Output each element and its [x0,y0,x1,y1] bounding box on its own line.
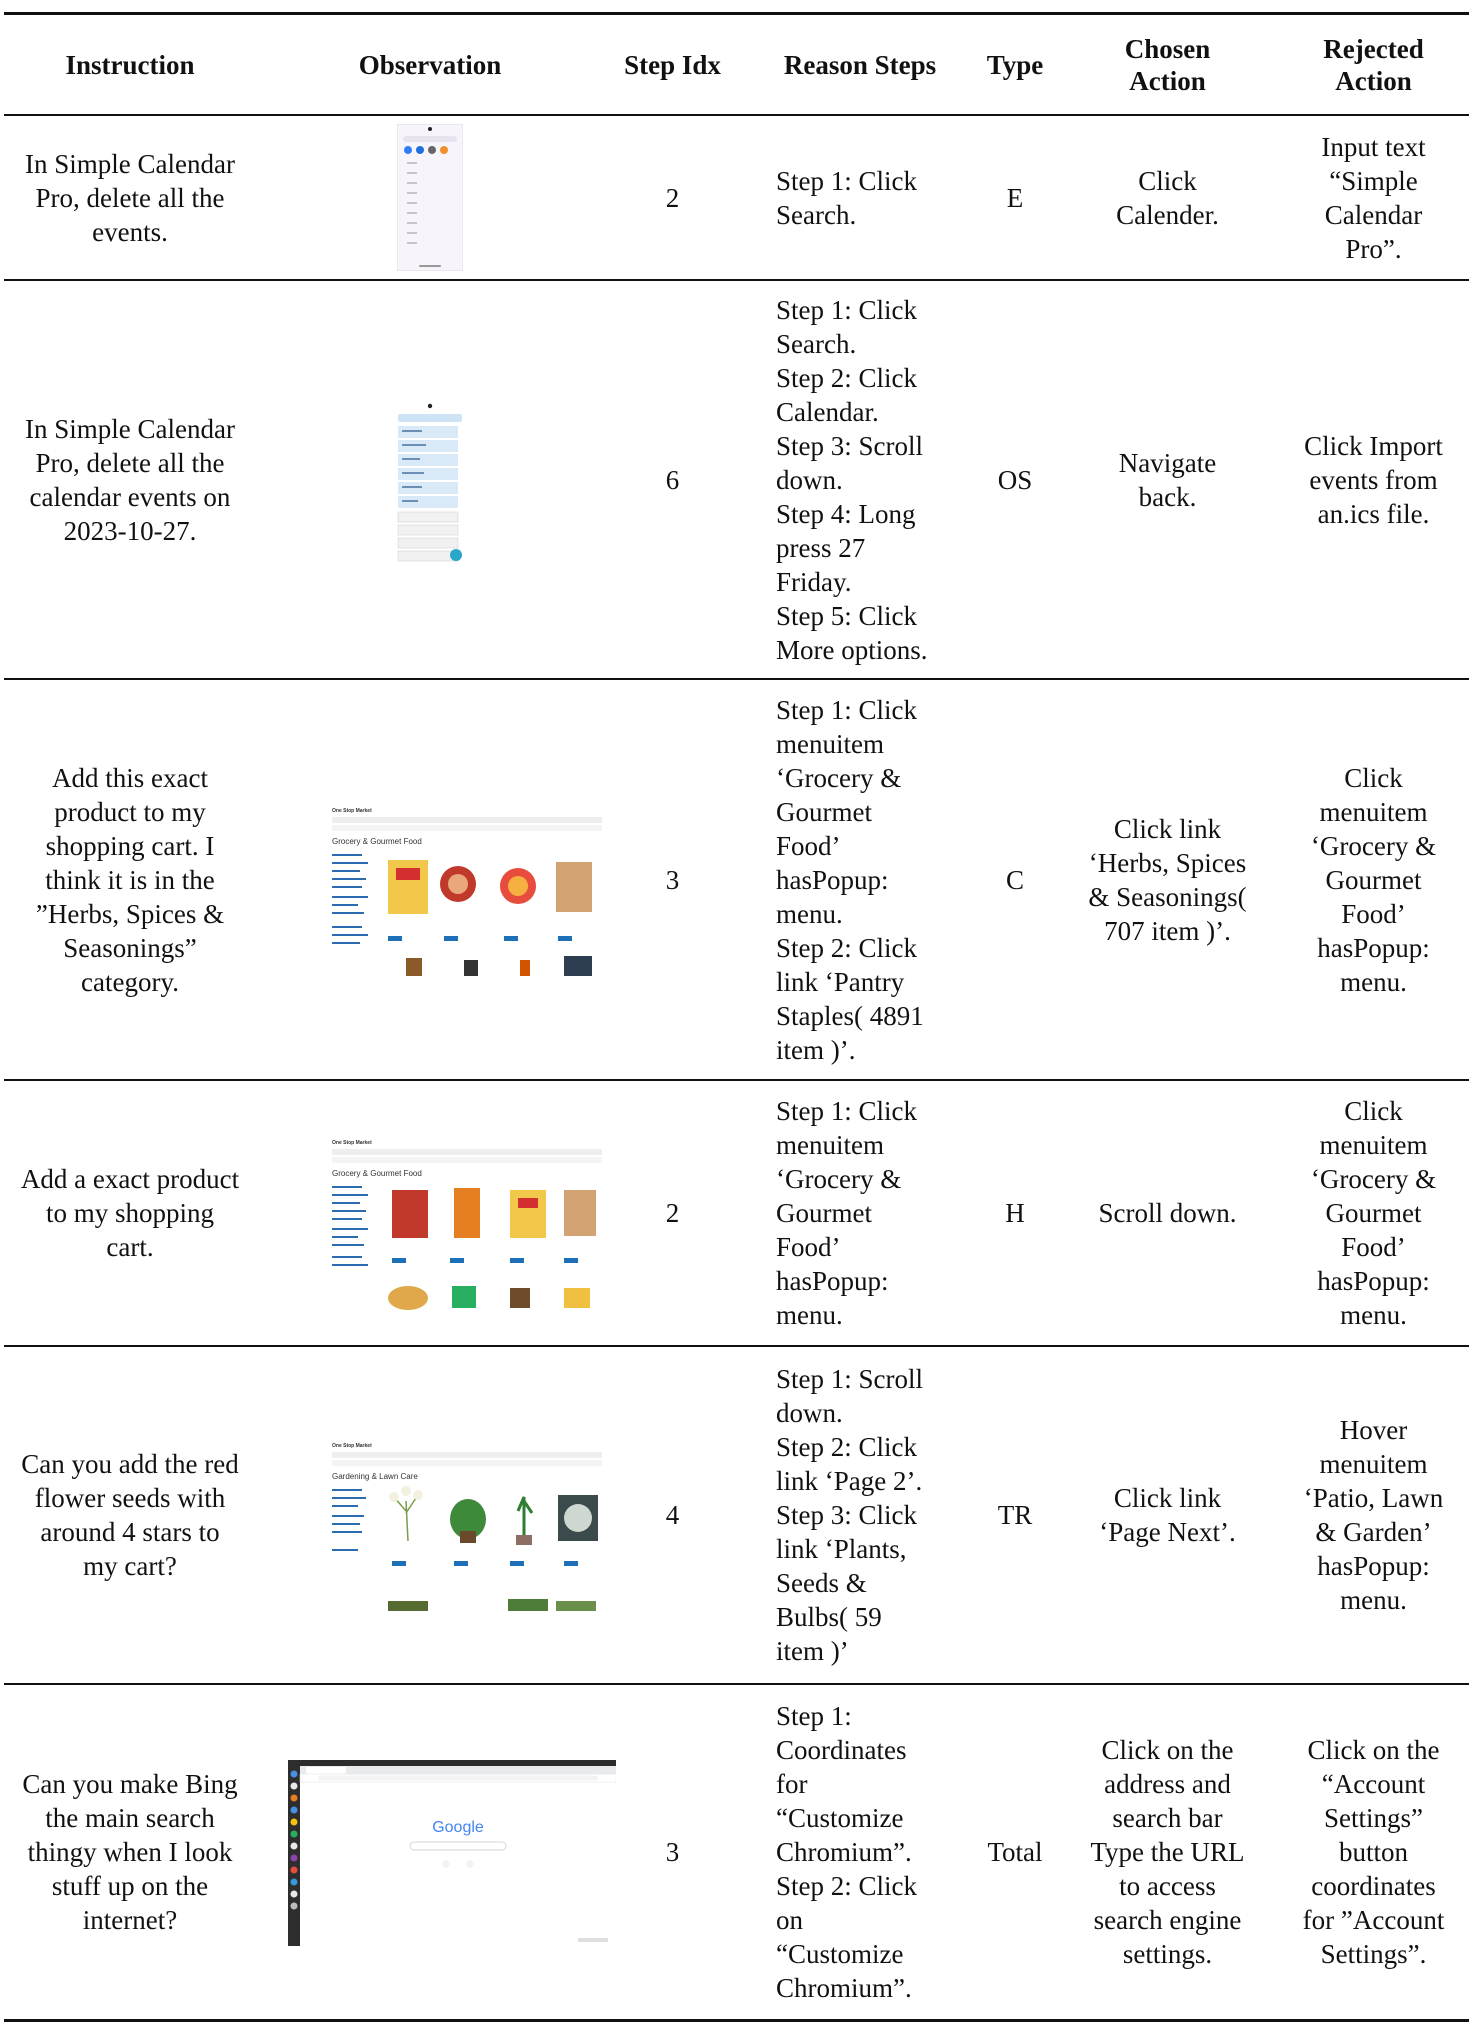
row6-observation-thumbnail [288,1760,616,1946]
row1-chosen-action: Click Calender. [1116,165,1219,230]
row3-instruction: Add this exact product to my shopping cart. I think it is in the ”Herbs, Spices & Seasonings” category. [35,762,225,997]
row4-step-idx: 2 [665,1198,680,1228]
thumb-brand: One Stop Market [332,808,372,814]
shop-grocery-page-image [288,1128,616,1314]
row5-instruction: Can you add the red flower seeds with around 4 stars to my cart? [21,1449,239,1581]
row2-chosen-action: Navigate back. [1118,447,1217,512]
row2-instruction: In Simple Calendar Pro, delete all the calendar events on 2023-10-27. [25,413,235,546]
header-instruction: Instruction [65,49,195,80]
row2-step-idx: 6 [665,464,680,495]
row3-rejected-action: Click menuitem ‘Grocery & Gourmet Food’ hasPopup: menu. [1310,762,1437,997]
phone-home-screen-image [397,124,463,271]
thumb-category-title: Gardening & Lawn Care [332,1472,418,1481]
table-bottom-rule [4,2019,1469,2022]
thumb-google-logo: Google [432,1819,484,1836]
shop-grocery-page-image [288,796,616,982]
row4-observation-thumbnail [288,1128,616,1314]
header-step-idx: Step Idx [624,49,721,80]
row1-type: E [1006,182,1024,213]
row1-instruction: In Simple Calendar Pro, delete all the events. [25,148,235,247]
row6-step-idx: 3 [665,1837,680,1867]
row1-rejected-action: Input text “Simple Calendar Pro”. [1321,131,1426,264]
row4-instruction: Add a exact product to my shopping cart. [20,1164,240,1262]
row6-type: Total [987,1837,1043,1867]
row2-rejected-action: Click Import events from an.ics file. [1304,430,1443,529]
row2-observation-thumbnail [394,402,466,567]
row3-chosen-action: Click link ‘Herbs, Spices & Seasonings( 707 item )’. [1088,813,1247,946]
row1-observation-thumbnail [397,124,463,271]
desktop-browser-google-image [288,1760,616,1946]
row5-type: TR [997,1500,1033,1530]
phone-calendar-list-image [394,402,466,567]
row5-reason-steps: Step 1: Scroll down. Step 2: Click link ‘Page 2’. Step 3: Click link ‘Plants, Seeds & Bulbs( 59 item )’ [776,1364,923,1666]
header-observation: Observation [358,49,502,80]
header-rejected-action: Rejected Action [1323,33,1424,96]
row3-observation-thumbnail [288,796,616,982]
row2-reason-steps: Step 1: Click Search. Step 2: Click Calendar. Step 3: Scroll down. Step 4: Long press 27 Friday. Step 5: Click More options. [776,294,928,665]
row1-reason-steps: Step 1: Click Search. [776,165,917,230]
row4-reason-steps: Step 1: Click menuitem ‘Grocery & Gourmet Food’ hasPopup: menu. [776,1096,917,1330]
thumb-brand: One Stop Market [332,1140,372,1146]
header-chosen-action: Chosen Action [1124,33,1211,96]
row4-rejected-action: Click menuitem ‘Grocery & Gourmet Food’ hasPopup: menu. [1310,1096,1437,1330]
row4-type: H [1005,1198,1025,1228]
row2-type: OS [997,464,1033,495]
row5-observation-thumbnail [288,1431,616,1617]
row1-step-idx: 2 [665,182,680,213]
thumb-category-title: Grocery & Gourmet Food [332,1169,422,1178]
header-reason-steps: Reason Steps [783,49,937,80]
row5-step-idx: 4 [665,1500,680,1530]
row3-reason-steps: Step 1: Click menuitem ‘Grocery & Gourmet Food’ hasPopup: menu. Step 2: Click link ‘Pantry Staples( 4891 item )’. [776,694,924,1065]
row4-chosen-action: Scroll down. [1098,1198,1237,1228]
row5-chosen-action: Click link ‘Page Next’. [1099,1483,1236,1547]
shop-garden-page-image [288,1431,616,1617]
row6-reason-steps: Step 1: Coordinates for “Customize Chromium”. Step 2: Click on “Customize Chromium”. [776,1701,917,2003]
row5-rejected-action: Hover menuitem ‘Patio, Lawn & Garden’ hasPopup: menu. [1303,1415,1444,1615]
row3-step-idx: 3 [665,864,680,895]
row3-type: C [1005,864,1024,895]
row6-instruction: Can you make Bing the main search thingy when I look stuff up on the internet? [22,1769,238,1935]
row6-chosen-action: Click on the address and search bar Type the URL to access search engine settings. [1090,1735,1245,1969]
row6-rejected-action: Click on the “Account Settings” button coordinates for ”Account Settings”. [1302,1735,1445,1969]
thumb-category-title: Grocery & Gourmet Food [332,837,422,846]
thumb-brand: One Stop Market [332,1443,372,1449]
header-type: Type [986,49,1044,80]
